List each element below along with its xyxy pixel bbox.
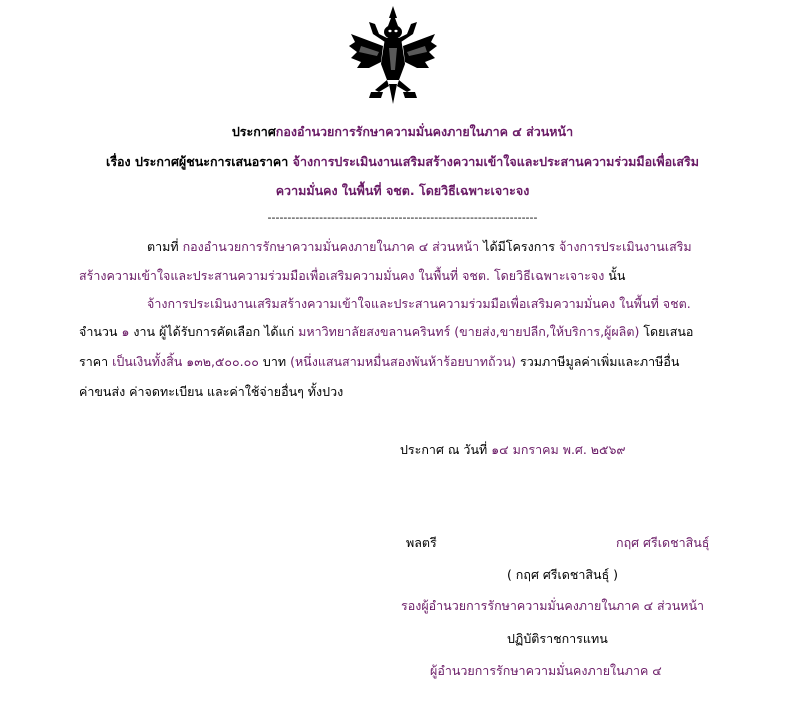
heading-prefix: ประกาศ <box>231 124 276 139</box>
text-segment: ได้มีโครงการ <box>479 239 559 254</box>
signer-rank: พลตรี <box>406 535 437 550</box>
text-segment: ๑ <box>121 324 130 339</box>
text-segment: มหาวิทยาลัยสงขลานครินทร์ (ขายส่ง,ขายปลีก,ให้บริการ,ผู้ผลิต) <box>298 324 640 339</box>
announcement-date <box>400 442 626 458</box>
date-value: ๑๔ มกราคม พ.ศ. ๒๕๖๙ <box>491 442 626 457</box>
heading-line-1 <box>0 124 805 140</box>
subject-prefix: เรื่อง ประกาศผู้ชนะการเสนอราคา <box>106 154 293 169</box>
amount-in-words: (หนึ่งแสนสามหมื่นสองพันห้าร้อยบาทถ้วน) <box>290 354 517 369</box>
date-label: ประกาศ ณ วันที่ <box>400 442 492 457</box>
signer-full-name: ( กฤศ ศรีเดชาสินธุ์ ) <box>506 567 619 582</box>
text-segment: ตามที่ <box>147 239 183 254</box>
text-segment: สร้างความเข้าใจและประสานความร่วมมือเพื่อเสริมความมั่นคง ในพื้นที่ จชต. โดยวิธีเฉพาะเจาะจง <box>79 268 605 283</box>
subject-project: จ้างการประเมินงานเสริมสร้างความเข้าใจและประสานความร่วมมือเพื่อเสริม <box>292 154 699 169</box>
text-segment: เป็นเงินทั้งสิ้น <box>112 354 187 369</box>
paragraph-2-line-3 <box>79 354 679 370</box>
text-segment: โดยเสนอ <box>639 324 694 339</box>
text-segment: รวมภาษีมูลค่าเพิ่มและภาษีอื่น <box>516 354 680 369</box>
text-segment: งาน ผู้ได้รับการคัดเลือก ได้แก่ <box>129 324 299 339</box>
heading-line-2 <box>0 154 805 170</box>
signer-name-signed: กฤศ ศรีเดชาสินธุ์ <box>616 535 710 550</box>
divider: -------------------------------------------------------------------- <box>267 211 538 224</box>
text-segment: กองอำนวยการรักษาความมั่นคงภายในภาค ๔ ส่วนหน้า <box>182 239 480 254</box>
signer-acting: ปฏิบัติราชการแทน <box>507 631 608 646</box>
paragraph-2-line-2 <box>79 324 693 340</box>
text-segment: นั้น <box>604 268 626 283</box>
signer-position: รองผู้อำนวยการรักษาความมั่นคงภายในภาค ๔ ส่วนหน้า <box>401 598 705 613</box>
garuda-emblem-icon <box>345 4 441 108</box>
amount-value: ๑๓๒,๕๐๐.๐๐ <box>186 354 259 369</box>
paragraph-1-line-2 <box>79 268 625 284</box>
heading-line-3: ความมั่นคง ในพื้นที่ จชต. โดยวิธีเฉพาะเจาะจง <box>275 183 530 198</box>
text-segment: จ้างการประเมินงานเสริม <box>558 239 692 254</box>
text-segment: ราคา <box>79 354 113 369</box>
paragraph-1-line-1 <box>147 239 692 255</box>
signer-on-behalf: ผู้อำนวยการรักษาความมั่นคงภายในภาค ๔ <box>430 663 662 678</box>
text-segment: จำนวน <box>79 324 122 339</box>
paragraph-2-line-1: จ้างการประเมินงานเสริมสร้างความเข้าใจและประสานความร่วมมือเพื่อเสริมความมั่นคง ในพื้นที่ จชต. <box>147 296 691 311</box>
heading-organization: กองอำนวยการรักษาความมั่นคงภายในภาค ๔ ส่วนหน้า <box>275 124 574 139</box>
paragraph-2-line-4: ค่าขนส่ง ค่าจดทะเบียน และค่าใช้จ่ายอื่นๆ ทั้งปวง <box>79 384 344 399</box>
text-segment: บาท <box>258 354 291 369</box>
